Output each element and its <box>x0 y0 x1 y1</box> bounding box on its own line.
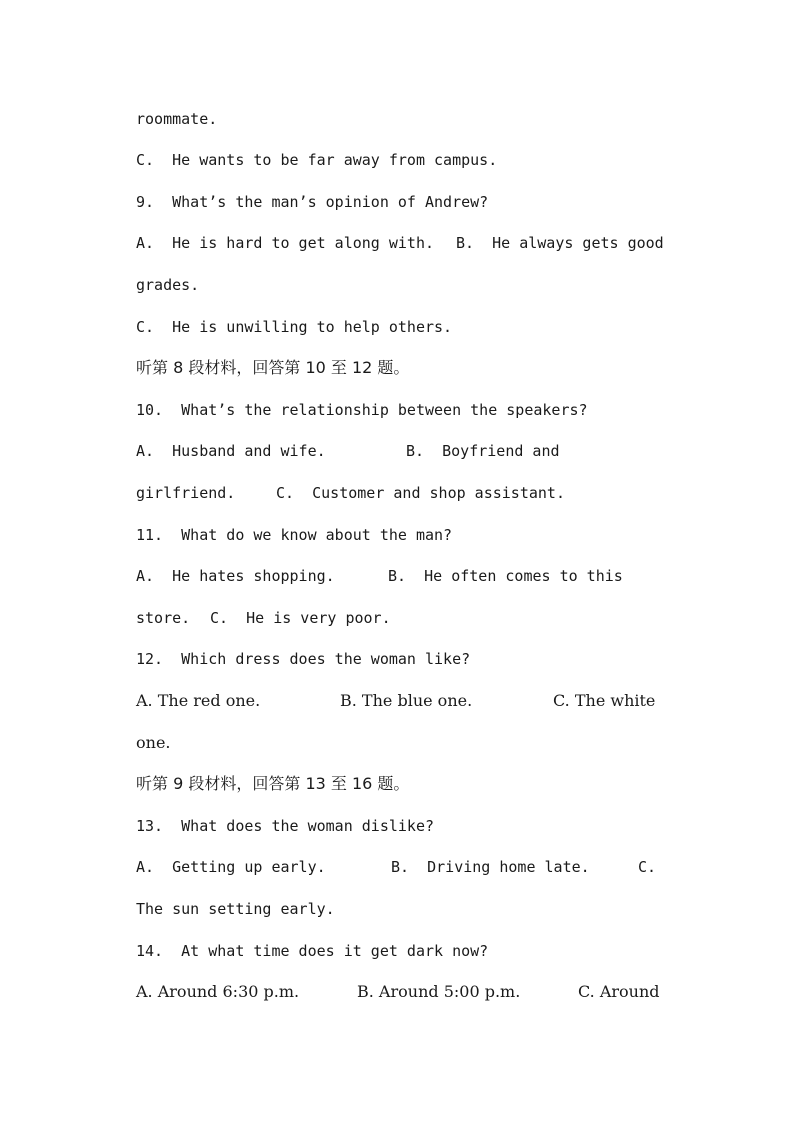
question-11 <box>136 523 666 547</box>
text-line <box>136 107 666 131</box>
text-line <box>136 315 666 339</box>
line-text: roommate. <box>136 110 218 128</box>
option-c: C. The white <box>553 691 656 710</box>
text-line <box>136 481 666 505</box>
text-line <box>136 273 666 297</box>
option-a: A. Getting up early. <box>136 858 326 876</box>
question-text: 13. What does the woman dislike? <box>136 817 435 835</box>
option-a: A. Around 6:30 p.m. <box>136 982 300 1001</box>
option-c: C. <box>638 858 657 876</box>
text-line <box>136 148 666 172</box>
question-9 <box>136 190 666 214</box>
line-text: girlfriend. <box>136 484 236 502</box>
option-c: C. He wants to be far away from campus. <box>136 151 498 169</box>
option-a: A. He hates shopping. <box>136 567 335 585</box>
section-instruction: 听第 9 段材料，回答第 13 至 16 题。 <box>136 774 410 793</box>
line-text: store. <box>136 609 191 627</box>
option-c: C. Around <box>578 982 660 1001</box>
line-text: grades. <box>136 276 200 294</box>
line-text: The sun setting early. <box>136 900 335 918</box>
question-14 <box>136 939 666 963</box>
question-text: 11. What do we know about the man? <box>136 526 453 544</box>
question-text: 9. What’s the man’s opinion of Andrew? <box>136 193 489 211</box>
text-line <box>136 980 666 1004</box>
text-line <box>136 731 666 755</box>
section-heading <box>136 772 666 796</box>
question-text: 12. Which dress does the woman like? <box>136 650 471 668</box>
option-c: C. He is unwilling to help others. <box>136 318 453 336</box>
question-text: 14. At what time does it get dark now? <box>136 942 489 960</box>
option-b: B. Driving home late. <box>391 858 590 876</box>
option-b: B. Around 5:00 p.m. <box>357 982 521 1001</box>
option-b: B. Boyfriend and <box>406 442 560 460</box>
option-c: C. He is very poor. <box>210 609 391 627</box>
question-10 <box>136 398 666 422</box>
line-text: one. <box>136 733 171 752</box>
option-b: B. The blue one. <box>340 691 473 710</box>
text-line <box>136 564 666 588</box>
option-c: C. Customer and shop assistant. <box>276 484 565 502</box>
text-line <box>136 855 666 879</box>
text-line <box>136 439 666 463</box>
section-heading <box>136 356 666 380</box>
question-text: 10. What’s the relationship between the speakers? <box>136 401 588 419</box>
option-a: A. He is hard to get along with. <box>136 234 435 252</box>
text-line <box>136 897 666 921</box>
option-a: A. The red one. <box>136 691 261 710</box>
text-line <box>136 606 666 630</box>
text-line <box>136 689 666 713</box>
option-b: B. He always gets good <box>456 234 664 252</box>
question-13 <box>136 814 666 838</box>
option-a: A. Husband and wife. <box>136 442 326 460</box>
section-instruction: 听第 8 段材料，回答第 10 至 12 题。 <box>136 358 410 377</box>
question-12 <box>136 647 666 671</box>
text-line <box>136 231 666 255</box>
option-b: B. He often comes to this <box>388 567 623 585</box>
